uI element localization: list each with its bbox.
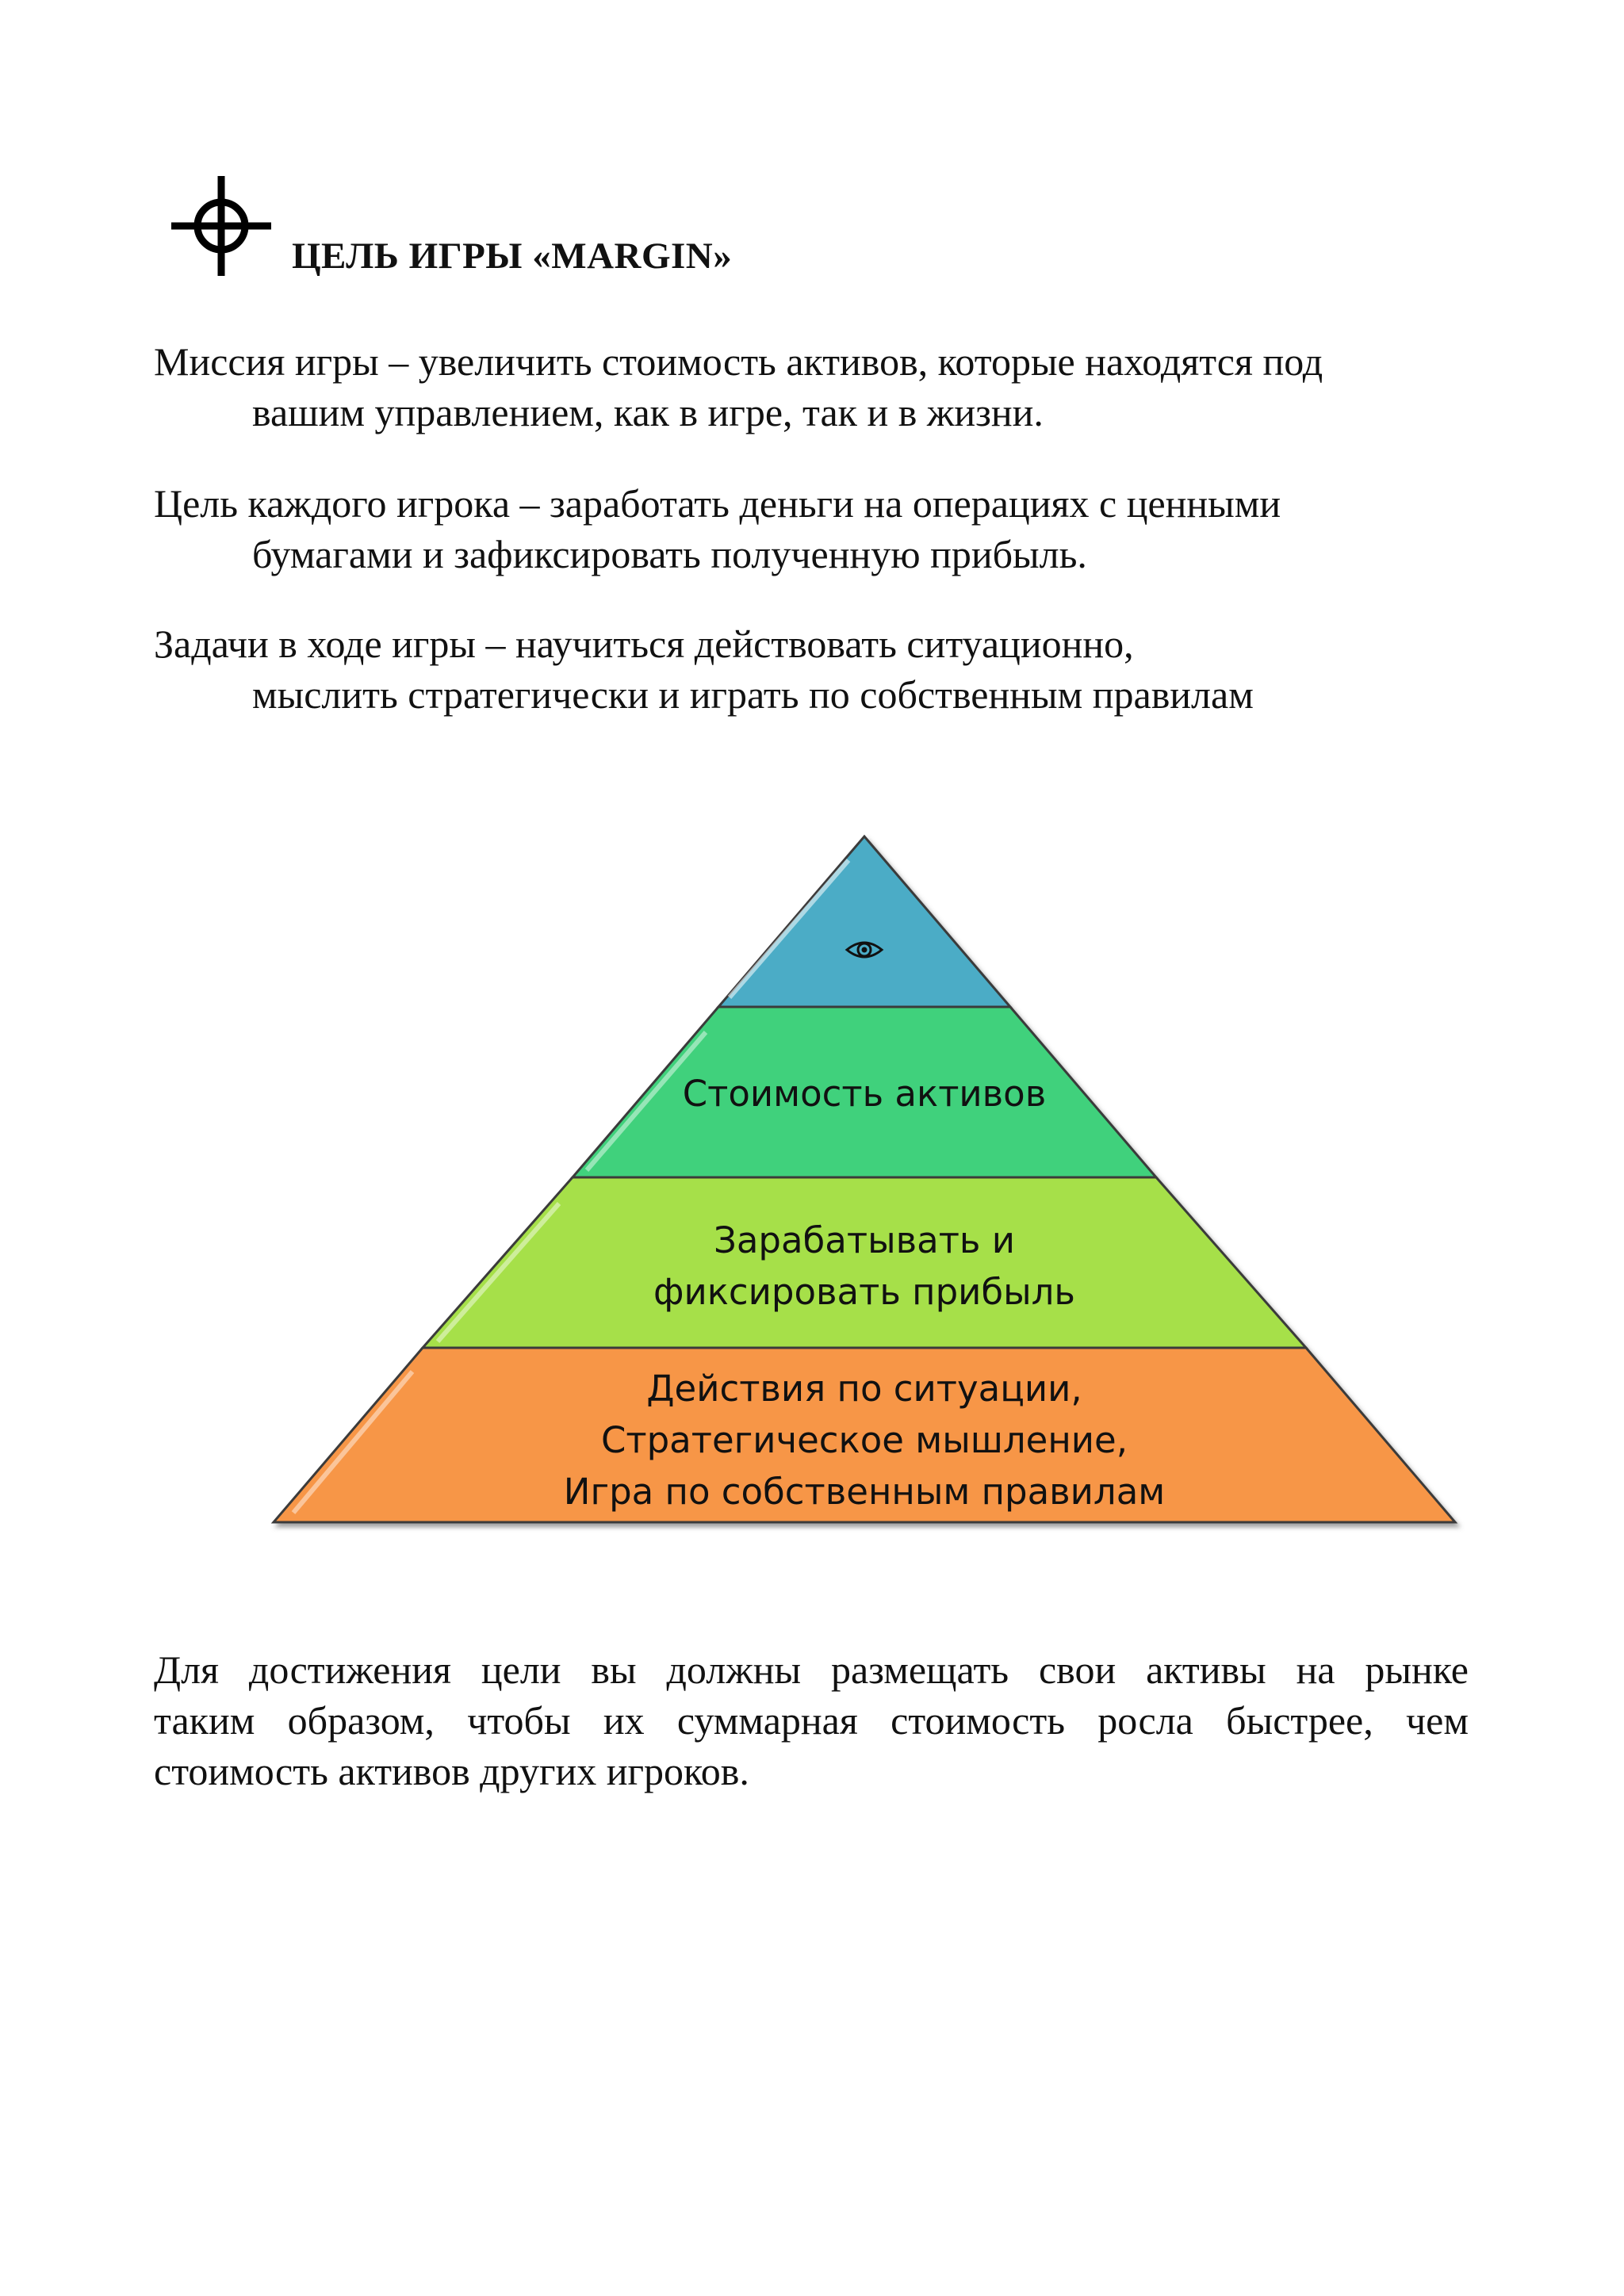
tasks-line-2: мыслить стратегически и играть по собственным правилам: [252, 672, 1254, 717]
mission-line-2: вашим управлением, как в игре, так и в жизни.: [252, 390, 1044, 434]
mission-paragraph: [154, 336, 1470, 438]
goal-pyramid: [262, 825, 1467, 1538]
closing-line-1: Для достижения цели вы должны размещать свои активы на рынке: [154, 1647, 1469, 1692]
goal-paragraph: [154, 478, 1470, 580]
pyramid-level-top: [718, 836, 1010, 1007]
mission-line-1: Миссия игры – увеличить стоимость активов, которые находятся под: [154, 339, 1323, 384]
pyramid-level-4-label-line-1: Действия по ситуации,: [646, 1368, 1082, 1410]
page-title: ЦЕЛЬ ИГРЫ «MARGIN»: [292, 235, 733, 277]
pyramid-level-3: [423, 1177, 1306, 1348]
closing-paragraph: [154, 1644, 1469, 1797]
closing-line-2: таким образом, чтобы их суммарная стоимость росла быстрее, чем: [154, 1698, 1469, 1743]
pyramid-level-4-label-line-2: Стратегическое мышление,: [600, 1419, 1128, 1461]
closing-line-3: стоимость активов других игроков.: [154, 1749, 749, 1793]
tasks-paragraph: [154, 618, 1470, 720]
crosshair-icon: [170, 174, 273, 277]
goal-line-2: бумагами и зафиксировать полученную прибыль.: [252, 532, 1087, 576]
tasks-line-1: Задачи в ходе игры – научиться действовать ситуационно,: [154, 622, 1134, 666]
pyramid-level-3-label-line-1: Зарабатывать и: [713, 1219, 1016, 1261]
pyramid-level-3-label-line-2: фиксировать прибыль: [653, 1271, 1075, 1313]
pyramid-level-2-label: Стоимость активов: [682, 1073, 1047, 1115]
goal-line-1: Цель каждого игрока – заработать деньги на операциях с ценными: [154, 481, 1281, 526]
pyramid-level-4-label-line-3: Игра по собственным правилам: [563, 1471, 1166, 1513]
